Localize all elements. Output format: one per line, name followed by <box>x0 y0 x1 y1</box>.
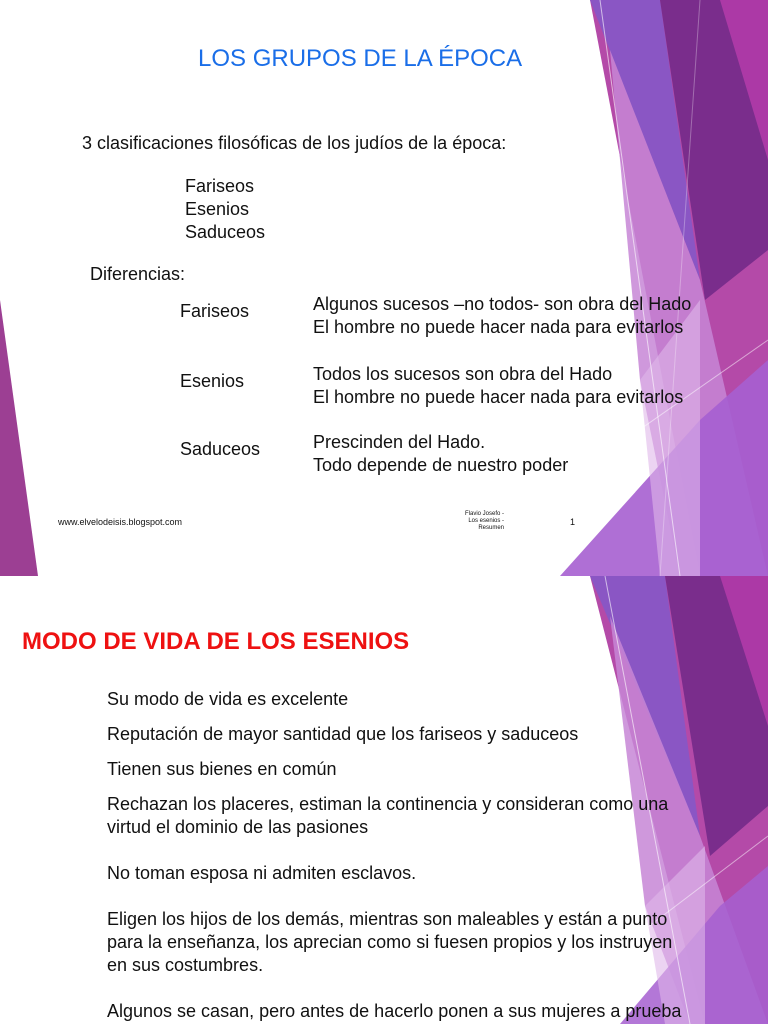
bullet-line: Tienen sus bienes en común <box>107 759 337 779</box>
bullet-item <box>107 688 348 711</box>
diff-description <box>313 293 691 339</box>
diff-line: Prescinden del Hado. <box>313 432 486 452</box>
diff-group-label: Fariseos <box>180 301 250 321</box>
bullet-line: virtud el dominio de las pasiones <box>107 817 369 837</box>
diff-line: El hombre no puede hacer nada para evitarlos <box>313 387 684 407</box>
footer-note-line: Flavio Josefo - <box>464 511 504 517</box>
diff-description <box>313 431 568 477</box>
bullet-line: Rechazan los placeres, estiman la continencia y consideran como una <box>107 794 669 814</box>
bullet-line: No toman esposa ni admiten esclavos. <box>107 863 417 883</box>
slide-2-title: MODO DE VIDA DE LOS ESENIOS <box>22 628 410 655</box>
slide-2 <box>0 576 768 1024</box>
bullet-item <box>107 758 336 781</box>
diff-line: Todos los sucesos son obra del Hado <box>313 364 613 384</box>
group-list <box>185 175 265 244</box>
footer-note-line: Los esenios - <box>468 518 504 524</box>
bullet-item <box>107 793 668 839</box>
bullet-item <box>107 862 416 885</box>
bullet-line: en sus costumbres. <box>107 955 264 975</box>
footer-url: www.elvelodeisis.blogspot.com <box>58 517 183 527</box>
group-item: Saduceos <box>185 222 266 242</box>
bullet-line: Algunos se casan, pero antes de hacerlo ponen a sus mujeres a prueba <box>107 1001 682 1021</box>
diff-line: Algunos sucesos –no todos- son obra del Hado <box>313 294 692 314</box>
diff-group-label: Esenios <box>180 371 245 391</box>
bullet-line: Reputación de mayor santidad que los fariseos y saduceos <box>107 724 579 744</box>
diff-heading: Diferencias: <box>90 264 186 284</box>
bullet-item <box>107 723 578 746</box>
diff-group-label: Saduceos <box>180 439 261 459</box>
slide-1-title: LOS GRUPOS DE LA ÉPOCA <box>198 45 523 72</box>
page-number: 1 <box>570 517 576 527</box>
diff-line: Todo depende de nuestro poder <box>313 455 569 475</box>
bullet-item <box>107 908 672 977</box>
diff-line: El hombre no puede hacer nada para evitarlos <box>313 317 684 337</box>
bullet-line: Su modo de vida es excelente <box>107 689 349 709</box>
bullet-item <box>107 1000 681 1023</box>
bullet-line: Eligen los hijos de los demás, mientras son maleables y están a punto <box>107 909 668 929</box>
footer-note <box>440 511 504 532</box>
footer-note-line: Resumen <box>478 525 504 531</box>
group-item: Fariseos <box>185 176 255 196</box>
intro-text: 3 clasificaciones filosóficas de los judíos de la época: <box>82 133 507 153</box>
diff-description <box>313 363 683 409</box>
group-item: Esenios <box>185 199 250 219</box>
bullet-line: para la enseñanza, los aprecian como si fuesen propios y los instruyen <box>107 932 673 952</box>
